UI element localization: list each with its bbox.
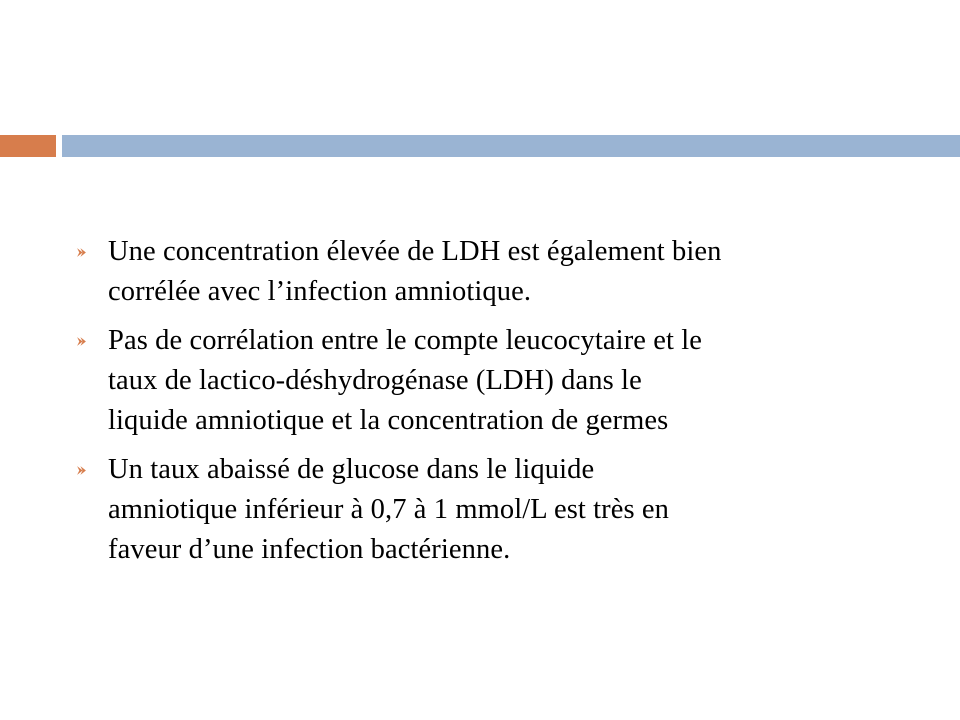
header-main-bar xyxy=(62,135,960,157)
bullet-line: faveur d’une infection bactérienne. xyxy=(108,534,511,565)
bullet-line: amniotique inférieur à 0,7 à 1 mmol/L est très en xyxy=(108,494,670,525)
bullet-line: corrélée avec l’infection amniotique. xyxy=(108,276,532,307)
bullet-line: Une concentration élevée de LDH est également bien xyxy=(108,236,722,267)
bullet-text xyxy=(108,232,722,312)
bullet-line: liquide amniotique et la concentration de germes xyxy=(108,405,669,436)
bullet-line: Un taux abaissé de glucose dans le liquide xyxy=(108,454,595,485)
header-accent-bar xyxy=(0,135,56,157)
bullet-text xyxy=(108,450,669,570)
bullet-item xyxy=(72,321,912,441)
chevron-arrow-icon xyxy=(72,450,108,490)
bullet-item xyxy=(72,232,912,312)
chevron-arrow-icon xyxy=(72,232,108,272)
bullet-line: taux de lactico-déshydrogénase (LDH) dans le xyxy=(108,365,642,396)
bullet-item xyxy=(72,450,912,570)
bullet-text xyxy=(108,321,702,441)
chevron-arrow-icon xyxy=(72,321,108,361)
bullet-line: Pas de corrélation entre le compte leucocytaire et le xyxy=(108,325,703,356)
bullet-list xyxy=(72,232,912,579)
